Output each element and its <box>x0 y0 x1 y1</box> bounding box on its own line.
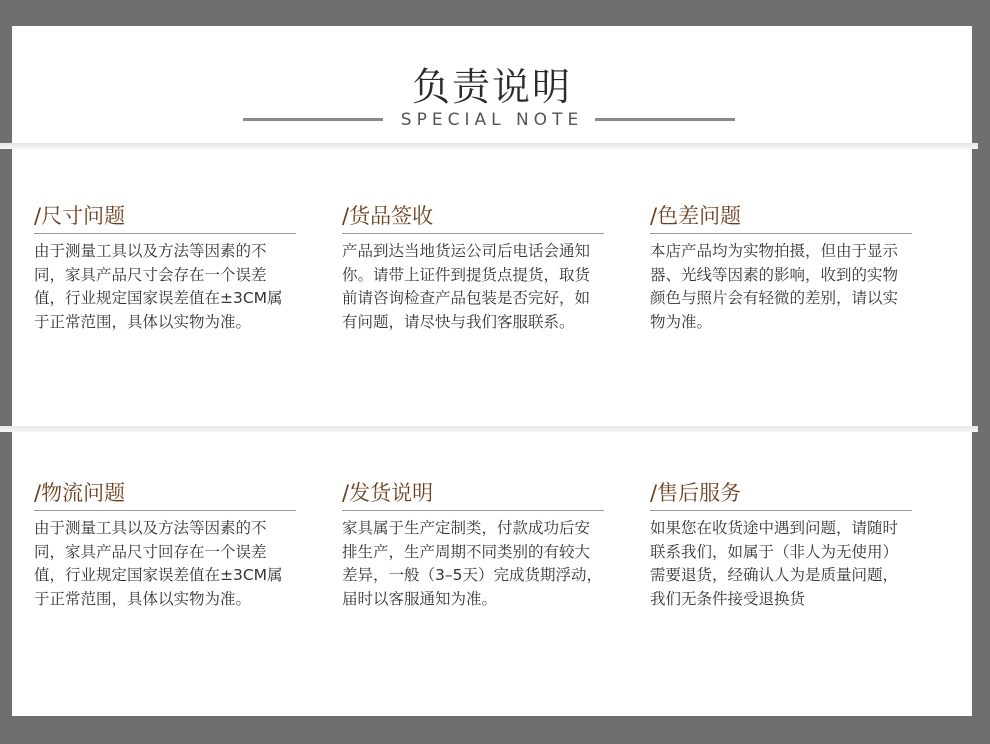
section-title: /物流问题 <box>34 477 296 511</box>
divider-band-top <box>0 143 978 149</box>
section-goods-receipt <box>342 200 604 334</box>
notice-panel <box>12 26 972 716</box>
section-size-issue <box>34 200 296 334</box>
section-body: 产品到达当地货运公司后电话会通知你。请带上证件到提货点提货，取货前请咨询检查产品包装是否完好，如有问题，请尽快与我们客服联系。 <box>342 242 591 331</box>
section-body: 由于测量工具以及方法等因素的不同，家具产品尺寸会存在一个误差值，行业规定国家误差值在±3CM属于正常范围，具体以实物为准。 <box>34 242 283 331</box>
page-subtitle: SPECIAL NOTE <box>400 110 584 130</box>
section-body: 本店产品均为实物拍摄，但由于显示器、光线等因素的影响，收到的实物颜色与照片会有轻微的差别，请以实物为准。 <box>650 242 899 331</box>
section-logistics <box>34 477 296 611</box>
section-title: /尺寸问题 <box>34 200 296 234</box>
section-title: /发货说明 <box>342 477 604 511</box>
section-body: 家具属于生产定制类，付款成功后安排生产，生产周期不同类别的有较大差异，一般（3–5天）完成货期浮动，届时以客服通知为准。 <box>342 519 602 608</box>
section-title: /售后服务 <box>650 477 912 511</box>
page-title: 负责说明 <box>411 65 572 109</box>
section-body: 由于测量工具以及方法等因素的不同，家具产品尺寸回存在一个误差值，行业规定国家误差值在±3CM属于正常范围，具体以实物为准。 <box>34 519 283 608</box>
section-title: /货品签收 <box>342 200 604 234</box>
section-body: 如果您在收货途中遇到问题，请随时联系我们，如属于（非人为无使用）需要退货，经确认人为是质量问题，我们无条件接受退换货 <box>650 519 899 608</box>
section-color-difference <box>650 200 912 334</box>
section-shipping <box>342 477 604 611</box>
section-title: /色差问题 <box>650 200 912 234</box>
section-after-sales <box>650 477 912 611</box>
divider-band-middle <box>0 426 978 432</box>
subtitle-rule-right <box>595 118 735 121</box>
